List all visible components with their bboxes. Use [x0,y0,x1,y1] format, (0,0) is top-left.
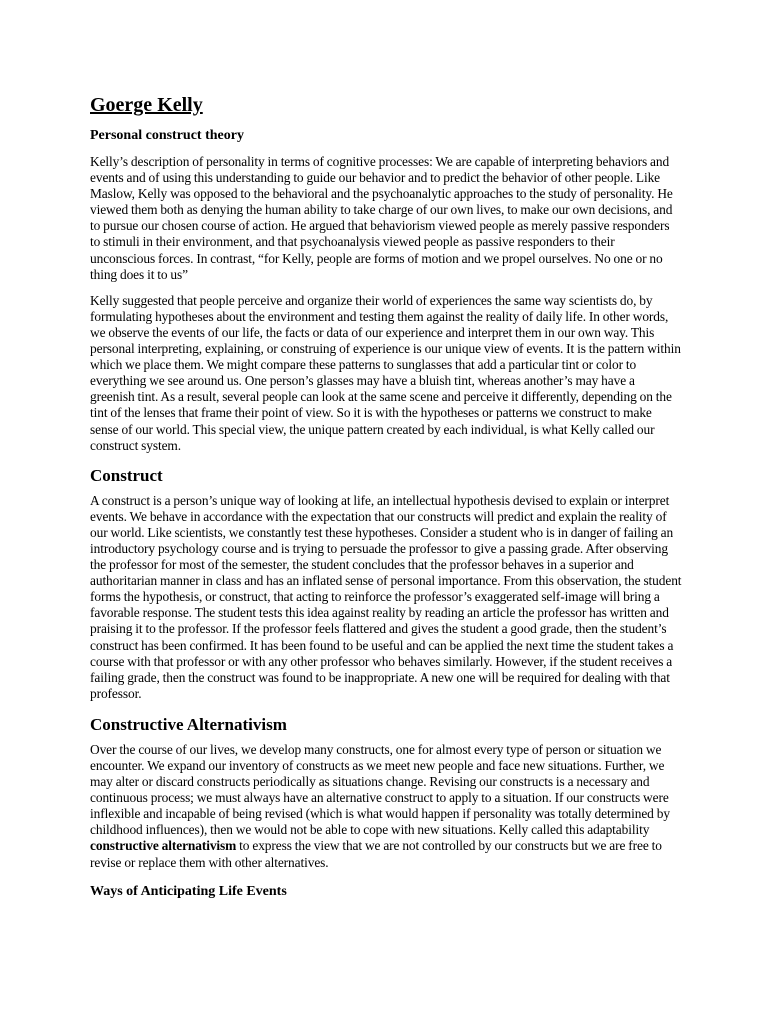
paragraph-alternativism [90,742,682,871]
heading-ways-of-anticipating: Ways of Anticipating Life Events [90,883,287,899]
paragraph-alternativism-text-start: Over the course of our lives, we develop many constructs, one for almost every type of person or situation we encounter. We expand our inventory of constructs as we meet new people and face new situations. Further, we may alter or discard constructs periodically as situations change. Revising our constructs is a necessary and continuous process; we must always have an alternative construct to apply to a situation. If our constructs were inflexible and incapable of being revised (which is what would happen if personality was totally determined by childhood influences), then we would not be able to cope with new situations. Kelly called this adaptability [90,741,670,838]
heading-constructive-alternativism: Constructive Alternativism [90,714,287,734]
heading-construct: Construct [90,465,163,485]
paragraph-scientists: Kelly suggested that people perceive and organize their world of experiences the same way scientists do, by formulating hypotheses about the environment and testing them against the reality of daily life. In other words, we observe the events of our life, the facts or data of our experience and interpret them in our own way. This personal interpreting, explaining, or construing of experience is our unique view of events. It is the pattern within which we place them. We might compare these patterns to sunglasses that add a particular tint or color to everything we see around us. One person’s glasses may have a bluish tint, whereas another’s may have a greenish tint. As a result, several people can look at the same scene and perceive it differently, depending on the tint of the lenses that frame their point of view. So it is with the hypotheses or patterns we construct to make sense of our world. This special view, the unique pattern created by each individual, is what Kelly called our construct system. [90,292,681,453]
paragraph-construct: A construct is a person’s unique way of looking at life, an intellectual hypothesis devised to explain or interpret events. We behave in accordance with the expectation that our constructs will predict and explain the reality of our world. Like scientists, we constantly test these hypotheses. Consider a student who is in danger of failing an introductory psychology course and is trying to persuade the professor to give a passing grade. After observing the professor for most of the semester, the student concludes that the professor behaves in a superior and authoritarian manner in class and has an inflated sense of personal importance. From this observation, the student forms the hypothesis, or construct, that acting to reinforce the professor’s exaggerated self-image will bring a favorable response. The student tests this idea against reality by reading an article the professor has written and praising it to the professor. If the professor feels flattered and gives the student a good grade, then the student’s construct has been confirmed. It has been found to be useful and can be applied the next time the student takes a course with that professor or with any other professor who behaves similarly. However, if the student receives a failing grade, then the construct was found to be inappropriate. A new one will be required for dealing with that professor. [90,492,682,701]
term-constructive-alternativism: constructive alternativism [90,838,237,854]
paragraph-alternativism-text-end: to express the view that we are not controlled by our constructs but we are free to revise or replace them with other alternatives. [90,838,662,870]
document-subtitle: Personal construct theory [90,128,244,143]
document-title: Goerge Kelly [90,94,203,116]
document-content [90,92,682,910]
paragraph-intro: Kelly’s description of personality in terms of cognitive processes: We are capable of interpreting behaviors and events and of using this understanding to guide our behavior and to predict the behavior of other people. Like Maslow, Kelly was opposed to the behavioral and the psychoanalytic approaches to the study of personality. He viewed them both as denying the human ability to take charge of our own lives, to make our own decisions, and to pursue our chosen course of action. He argued that behaviorism viewed people as merely passive responders to stimuli in their environment, and that psychoanalysis viewed people as passive responders to their unconscious forces. In contrast, “for Kelly, people are forms of motion and we propel ourselves. No one or no thing does it to us” [90,154,673,282]
